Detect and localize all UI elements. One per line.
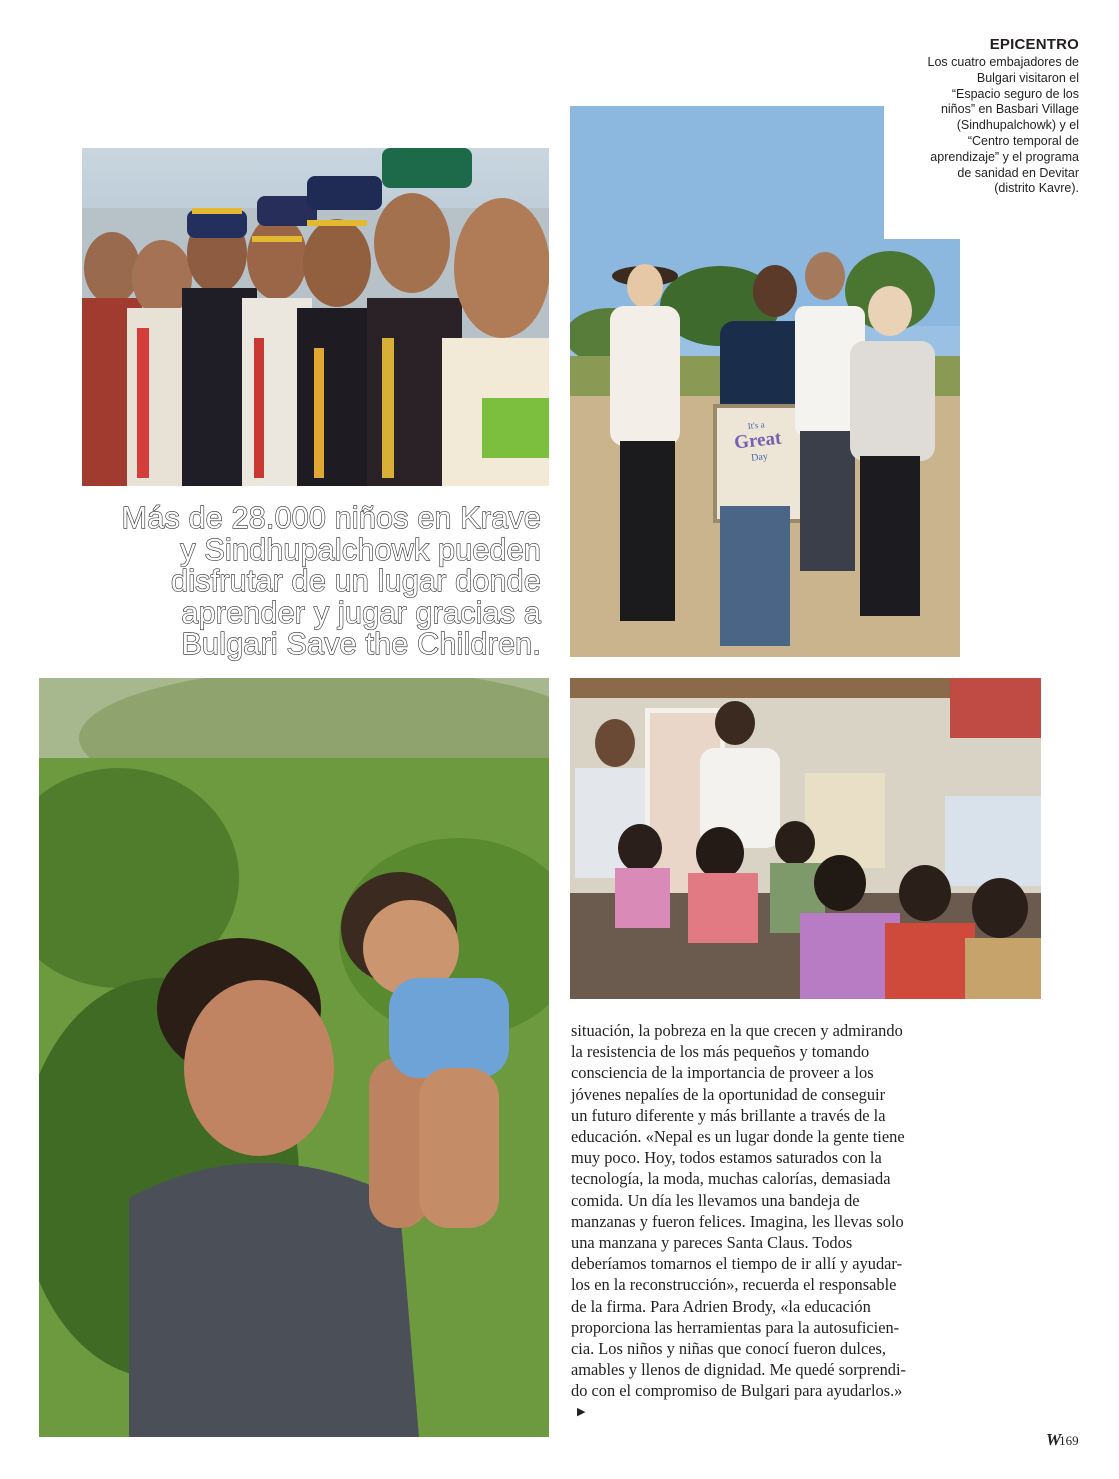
body-line: manzanas y fueron felices. Imagina, les llevas solo: [571, 1211, 904, 1231]
page-number: 169: [1059, 1433, 1079, 1448]
pull-quote-line: Más de 28.000 niños en Krave: [121, 501, 541, 535]
caption-box: [884, 33, 1080, 239]
body-line: proporciona las herramientas para la autosuficien-: [571, 1317, 900, 1337]
body-line: de la firma. Para Adrien Brody, «la educación: [571, 1296, 871, 1316]
caption-line: Los cuatro embajadores de: [927, 55, 1079, 69]
body-line: jóvenes nepalíes de la oportunidad de conseguir: [571, 1084, 886, 1104]
body-line-last: [571, 1380, 981, 1422]
photo-procession: [82, 148, 549, 486]
caption-line: (Sindhupalchowk) y el: [956, 118, 1079, 133]
body-line: una manzana y pareces Santa Claus. Todos: [571, 1233, 853, 1253]
caption-line: “Espacio seguro de los: [951, 86, 1079, 101]
body-line-text: do con el compromiso de Bulgari para ayudarlos.»: [571, 1381, 903, 1401]
pull-quote-line: aprender y jugar gracias a: [181, 595, 541, 630]
body-line: la resistencia de los más pequeños y tomando: [571, 1042, 870, 1062]
caption-line: (distrito Kavre).: [994, 181, 1079, 196]
caption-line: Bulgari visitaron el: [976, 70, 1079, 85]
body-line: los en la reconstrucción», recuerda el responsable: [571, 1275, 897, 1295]
caption-line: “Centro temporal de: [967, 133, 1079, 148]
body-line: muy poco. Hoy, todos estamos saturados con la: [571, 1148, 882, 1168]
body-line: tecnología, la moda, muchas calorías, demasiada: [571, 1169, 891, 1189]
pull-quote-line: Bulgari Save the Children.: [181, 627, 541, 661]
body-line: comida. Un día les llevamos una bandeja de: [571, 1190, 860, 1210]
sign-line-2: Great: [733, 427, 783, 454]
pull-quote: [21, 503, 541, 661]
body-line: consciencia de la importancia de proveer a los: [571, 1063, 874, 1083]
caption-line: aprendizaje” y el programa: [930, 149, 1079, 164]
photo-man-baby: [39, 678, 549, 1437]
caption-line: de sanidad en Devitar: [957, 165, 1079, 180]
sign-line-1: It's a: [747, 419, 766, 432]
photo-classroom: [570, 678, 1041, 999]
body-line: un futuro diferente y más brillante a través de la: [571, 1105, 886, 1125]
caption-heading: EPICENTRO: [989, 36, 1079, 53]
body-line: deberíamos tomarnos el tiempo de ir allí y ayudar-: [571, 1254, 903, 1274]
body-line: situación, la pobreza en la que crecen y admirando: [571, 1021, 903, 1040]
caption-text: [884, 55, 1079, 197]
caption-line: niños” en Basbari Village: [940, 102, 1079, 117]
body-line: amables y llenos de dignidad. Me quedé sorprendi-: [571, 1360, 907, 1380]
sign-line-3: Day: [750, 451, 769, 464]
body-line: educación. «Nepal es un lugar donde la gente tiene: [571, 1127, 905, 1147]
body-text: [571, 1020, 981, 1423]
folio: [1046, 1430, 1079, 1450]
body-line: cia. Los niños y niñas que conocí fueron dulces,: [571, 1339, 886, 1359]
pull-quote-line: disfrutar de un lugar donde: [171, 564, 541, 598]
pull-quote-line: y Sindhupalchowk pueden: [180, 532, 541, 567]
magazine-logo: W: [1046, 1430, 1060, 1449]
end-of-article-arrow-icon: ▶: [577, 1405, 586, 1418]
sign-board: [719, 409, 801, 516]
